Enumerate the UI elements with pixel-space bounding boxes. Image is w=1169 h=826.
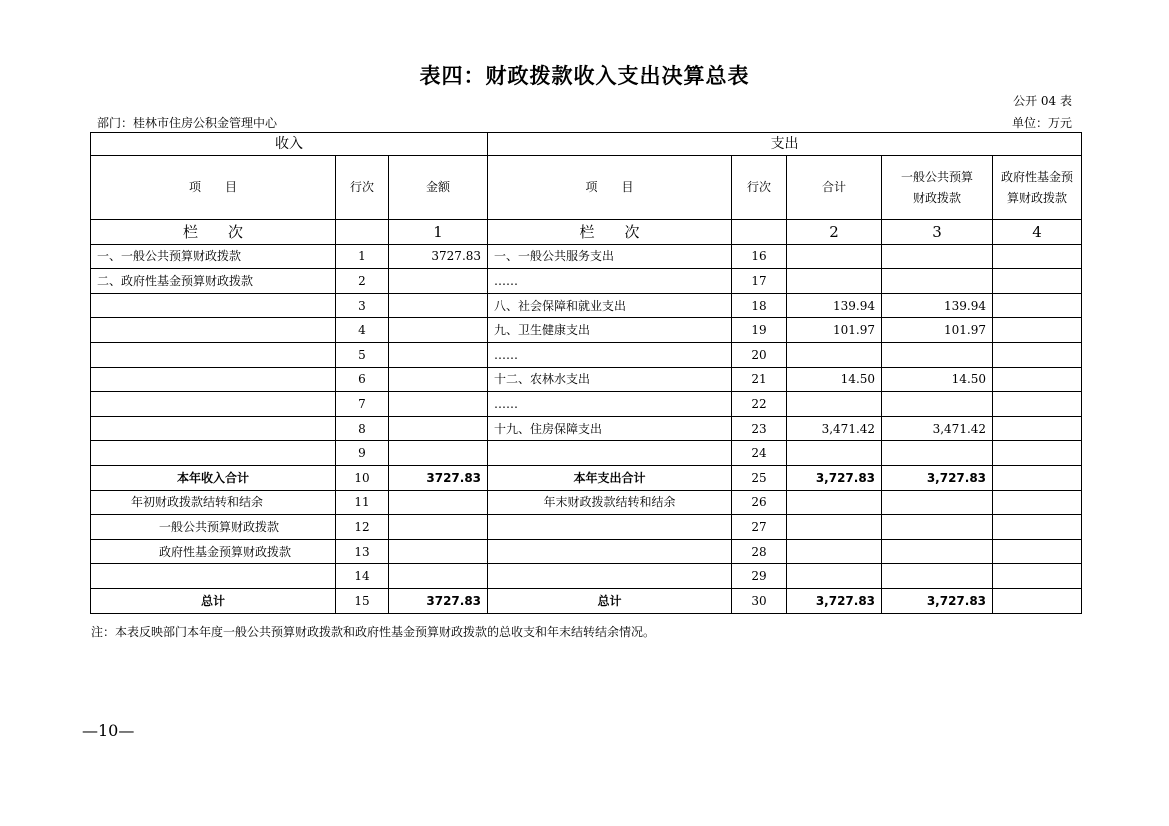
income-amount [389, 269, 488, 294]
income-amount [389, 318, 488, 343]
expense-item: 八、社会保障和就业支出 [488, 293, 732, 318]
income-item [91, 441, 336, 466]
expense-line: 27 [732, 515, 787, 540]
expense-total [787, 441, 882, 466]
expense-subtotal-fund [993, 465, 1082, 490]
expense-line: 24 [732, 441, 787, 466]
expense-total [787, 539, 882, 564]
expense-total: 3,471.42 [787, 416, 882, 441]
expense-general [882, 342, 993, 367]
subtotal-row [91, 465, 1082, 490]
expense-fund [993, 392, 1082, 417]
expense-general: 3,471.42 [882, 416, 993, 441]
expense-line: 19 [732, 318, 787, 343]
income-item: 政府性基金预算财政拨款 [91, 539, 336, 564]
income-line: 14 [336, 564, 389, 589]
table-row [91, 244, 1082, 269]
expense-fund [993, 342, 1082, 367]
col-header-amount: 金额 [389, 156, 488, 220]
income-item: 一般公共预算财政拨款 [91, 515, 336, 540]
expense-line: 18 [732, 293, 787, 318]
col-header-fund-budget: 政府性基金预算财政拨款 [993, 156, 1082, 220]
income-line: 5 [336, 342, 389, 367]
expense-total [787, 490, 882, 515]
expense-fund [993, 367, 1082, 392]
expense-fund [993, 244, 1082, 269]
expense-fund [993, 539, 1082, 564]
expense-subtotal-label: 本年支出合计 [488, 465, 732, 490]
income-line: 10 [336, 465, 389, 490]
column-header-row [91, 156, 1082, 220]
expense-total [787, 342, 882, 367]
expense-line: 16 [732, 244, 787, 269]
income-amount [389, 293, 488, 318]
expense-general [882, 269, 993, 294]
table-note: 注：本表反映部门本年度一般公共预算财政拨款和政府性基金预算财政拨款的总收支和年末结转结余情况。 [91, 625, 656, 639]
income-item [91, 367, 336, 392]
table-row [91, 515, 1082, 540]
income-grand-total-amount: 3727.83 [389, 588, 488, 613]
income-item: 一、一般公共预算财政拨款 [91, 244, 336, 269]
income-item [91, 293, 336, 318]
table-row [91, 269, 1082, 294]
expense-total [787, 269, 882, 294]
form-number: 公开 04 表 [1013, 94, 1072, 108]
income-amount [389, 416, 488, 441]
table-row [91, 342, 1082, 367]
expense-subtotal-total: 3,727.83 [787, 465, 882, 490]
expense-line: 25 [732, 465, 787, 490]
table-row [91, 490, 1082, 515]
table-row [91, 416, 1082, 441]
col-header-general-budget: 一般公共预算财政拨款 [882, 156, 993, 220]
col-header-item-expense: 项 目 [488, 156, 732, 220]
income-item [91, 392, 336, 417]
expense-line: 29 [732, 564, 787, 589]
expense-fund [993, 293, 1082, 318]
expense-grand-total-label: 总计 [488, 588, 732, 613]
expense-item [488, 539, 732, 564]
expense-general [882, 441, 993, 466]
expense-total [787, 392, 882, 417]
expense-grand-fund [993, 588, 1082, 613]
grand-total-row [91, 588, 1082, 613]
income-line: 11 [336, 490, 389, 515]
table-row [91, 441, 1082, 466]
income-amount [389, 342, 488, 367]
expense-item: …… [488, 269, 732, 294]
expense-general: 14.50 [882, 367, 993, 392]
expense-total [787, 515, 882, 540]
column-number-row [91, 220, 1082, 245]
expense-item: …… [488, 342, 732, 367]
table-row [91, 367, 1082, 392]
expense-fund [993, 564, 1082, 589]
table-row [91, 293, 1082, 318]
income-line: 13 [336, 539, 389, 564]
lanci-label-expense: 栏 次 [488, 220, 732, 245]
income-line: 8 [336, 416, 389, 441]
income-line: 15 [336, 588, 389, 613]
expense-line: 26 [732, 490, 787, 515]
expense-total [787, 564, 882, 589]
expense-fund [993, 490, 1082, 515]
expense-line: 23 [732, 416, 787, 441]
expense-total: 101.97 [787, 318, 882, 343]
income-subtotal-amount: 3727.83 [389, 465, 488, 490]
expense-line: 22 [732, 392, 787, 417]
expense-header: 支出 [488, 133, 1082, 156]
expense-general [882, 392, 993, 417]
income-amount: 3727.83 [389, 244, 488, 269]
section-header-row [91, 133, 1082, 156]
expense-total: 14.50 [787, 367, 882, 392]
income-line: 4 [336, 318, 389, 343]
expense-line: 28 [732, 539, 787, 564]
income-grand-total-label: 总计 [91, 588, 336, 613]
expense-subtotal-general: 3,727.83 [882, 465, 993, 490]
expense-item [488, 515, 732, 540]
expense-grand-general: 3,727.83 [882, 588, 993, 613]
page-number: —10— [82, 721, 135, 740]
income-item: 二、政府性基金预算财政拨款 [91, 269, 336, 294]
income-line: 7 [336, 392, 389, 417]
col-header-item: 项 目 [91, 156, 336, 220]
expense-line: 20 [732, 342, 787, 367]
expense-fund [993, 515, 1082, 540]
income-line: 9 [336, 441, 389, 466]
expense-total [787, 244, 882, 269]
income-header: 收入 [91, 133, 488, 156]
expense-item [488, 441, 732, 466]
income-item [91, 564, 336, 589]
col-header-line-expense: 行次 [732, 156, 787, 220]
expense-general [882, 244, 993, 269]
expense-grand-total: 3,727.83 [787, 588, 882, 613]
income-amount [389, 515, 488, 540]
unit-label: 单位：万元 [1011, 116, 1072, 130]
expense-item: …… [488, 392, 732, 417]
income-item [91, 318, 336, 343]
income-line: 3 [336, 293, 389, 318]
expense-line: 17 [732, 269, 787, 294]
income-amount [389, 392, 488, 417]
expense-fund [993, 416, 1082, 441]
income-amount [389, 441, 488, 466]
expense-fund [993, 441, 1082, 466]
column-number-3: 3 [882, 220, 993, 245]
income-item: 年初财政拨款结转和结余 [91, 490, 336, 515]
table-row [91, 564, 1082, 589]
expense-item: 十二、农林水支出 [488, 367, 732, 392]
expense-general [882, 539, 993, 564]
income-amount [389, 367, 488, 392]
column-number-2: 2 [787, 220, 882, 245]
expense-line: 30 [732, 588, 787, 613]
expense-general: 139.94 [882, 293, 993, 318]
income-line: 2 [336, 269, 389, 294]
income-line: 12 [336, 515, 389, 540]
expense-item: 一、一般公共服务支出 [488, 244, 732, 269]
expense-fund [993, 318, 1082, 343]
lanci-label: 栏 次 [91, 220, 336, 245]
col-header-total: 合计 [787, 156, 882, 220]
expense-general [882, 564, 993, 589]
lanci-empty [336, 220, 389, 245]
table-row [91, 392, 1082, 417]
income-line: 6 [336, 367, 389, 392]
income-amount [389, 564, 488, 589]
expense-item: 年末财政拨款结转和结余 [488, 490, 732, 515]
income-line: 1 [336, 244, 389, 269]
department-label: 部门：桂林市住房公积金管理中心 [97, 116, 278, 130]
expense-general [882, 515, 993, 540]
income-subtotal-label: 本年收入合计 [91, 465, 336, 490]
page-title: 表四：财政拨款收入支出决算总表 [419, 64, 750, 88]
column-number-1: 1 [389, 220, 488, 245]
income-amount [389, 539, 488, 564]
income-amount [389, 490, 488, 515]
expense-general [882, 490, 993, 515]
col-header-line: 行次 [336, 156, 389, 220]
lanci-empty-expense [732, 220, 787, 245]
expense-item [488, 564, 732, 589]
income-item [91, 342, 336, 367]
expense-item: 九、卫生健康支出 [488, 318, 732, 343]
expense-item: 十九、住房保障支出 [488, 416, 732, 441]
expense-line: 21 [732, 367, 787, 392]
income-item [91, 416, 336, 441]
expense-general: 101.97 [882, 318, 993, 343]
table-row [91, 318, 1082, 343]
column-number-4: 4 [993, 220, 1082, 245]
budget-summary-table [90, 132, 1082, 614]
expense-fund [993, 269, 1082, 294]
table-row [91, 539, 1082, 564]
expense-total: 139.94 [787, 293, 882, 318]
